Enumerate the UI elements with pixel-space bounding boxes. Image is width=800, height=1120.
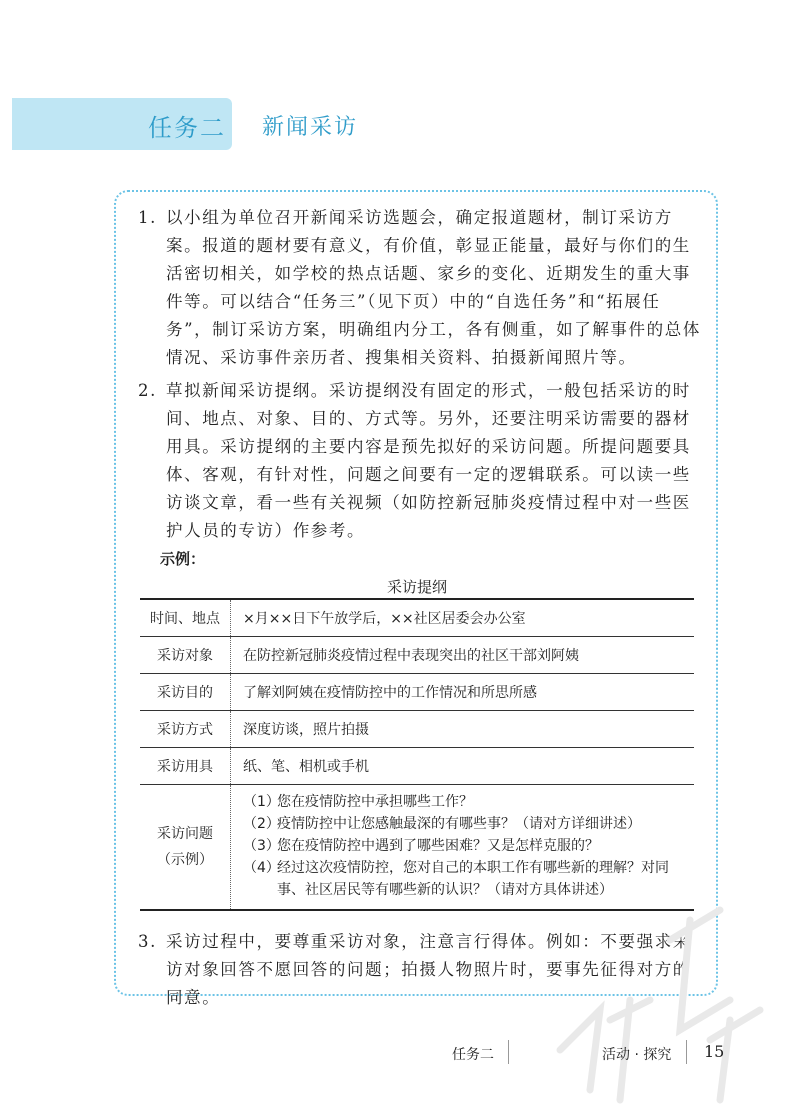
table-row: [140, 674, 694, 711]
example-label: 示例：: [160, 550, 206, 568]
step-text: 草拟新闻采访提纲。采访提纲没有固定的形式，一般包括采访的时间、地点、对象、目的、方式等。另外，还要注明采访需要的器材用具。采访提纲的主要内容是预先拟好的采访问题。所提问题要具体、客观，有针对性，问题之间要有一定的逻辑联系。可以读一些访谈文章，看一些有关视频（如防控新冠肺炎疫情过程中对一些医护人员的专访）作参考。: [166, 381, 691, 540]
step-text: 以小组为单位召开新闻采访选题会，确定报道题材，制订采访方案。报道的题材要有意义，有价值，彰显正能量，最好与你们的生活密切相关，如学校的热点话题、家乡的变化、近期发生的重大事件等。可以结合“任务三”（见下页）中的“自选任务”和“拓展任务”，制订采访方案，明确组内分工，各有侧重，如了解事件的总体情况、采访事件亲历者、搜集相关资料、拍摄新闻照片等。: [166, 208, 701, 367]
question-item: [243, 791, 686, 813]
table-row: [140, 711, 694, 748]
task-label: 任务二: [148, 114, 226, 142]
step-number: 1.: [138, 208, 157, 227]
row-value: 在防控新冠肺炎疫情过程中表现突出的社区干部刘阿姨: [231, 637, 695, 674]
question-item: [243, 813, 686, 835]
task-title: 新闻采访: [262, 115, 359, 140]
row-key: 采访用具: [140, 748, 231, 785]
footer-divider: [508, 1040, 509, 1064]
question-text: 您在疫情防控中遇到了哪些困难？又是怎样克服的？: [277, 838, 599, 854]
question-text: 您在疫情防控中承担哪些工作？: [277, 794, 473, 810]
table-caption: 采访提纲: [386, 578, 447, 596]
row-value: 深度访谈，照片拍摄: [231, 711, 695, 748]
row-key: 时间、地点: [140, 599, 231, 637]
question-text: 疫情防控中让您感触最深的有哪些事？（请对方详细讲述）: [277, 816, 641, 832]
question-index: （1）: [243, 794, 280, 810]
question-index: （3）: [243, 838, 280, 854]
footer-divider: [686, 1040, 687, 1064]
row-key: [140, 785, 231, 911]
row-key: 采访方式: [140, 711, 231, 748]
row-value: 纸、笔、相机或手机: [231, 748, 695, 785]
question-index: （4）: [243, 860, 280, 876]
questions-key-line1: 采访问题: [157, 826, 213, 842]
step-text: 采访过程中，要尊重采访对象，注意言行得体。例如：不要强求采访对象回答不愿回答的问题；拍摄人物照片时，要事先征得对方的同意。: [166, 932, 691, 1007]
question-text: 经过这次疫情防控，您对自己的本职工作有哪些新的理解？对同事、社区居民等有哪些新的认识？（请对方具体讲述）: [277, 860, 669, 898]
questions-key-line2: （示例）: [157, 852, 213, 868]
footer-activity: 活动 · 探究: [602, 1047, 672, 1063]
watermark-stamp: [520, 850, 770, 1120]
step-2: [138, 377, 704, 545]
step-1: [138, 204, 704, 372]
row-value: 了解刘阿姨在疫情防控中的工作情况和所思所感: [231, 674, 695, 711]
table-row: [140, 748, 694, 785]
table-row: [140, 637, 694, 674]
question-index: （2）: [243, 816, 280, 832]
step-number: 3.: [138, 932, 157, 951]
row-value: ×月××日下午放学后，××社区居委会办公室: [231, 599, 695, 637]
table-row: [140, 599, 694, 637]
row-key: 采访目的: [140, 674, 231, 711]
page-number: 15: [704, 1042, 725, 1061]
row-key: 采访对象: [140, 637, 231, 674]
footer-section: 任务二: [452, 1047, 494, 1063]
step-number: 2.: [138, 381, 157, 400]
